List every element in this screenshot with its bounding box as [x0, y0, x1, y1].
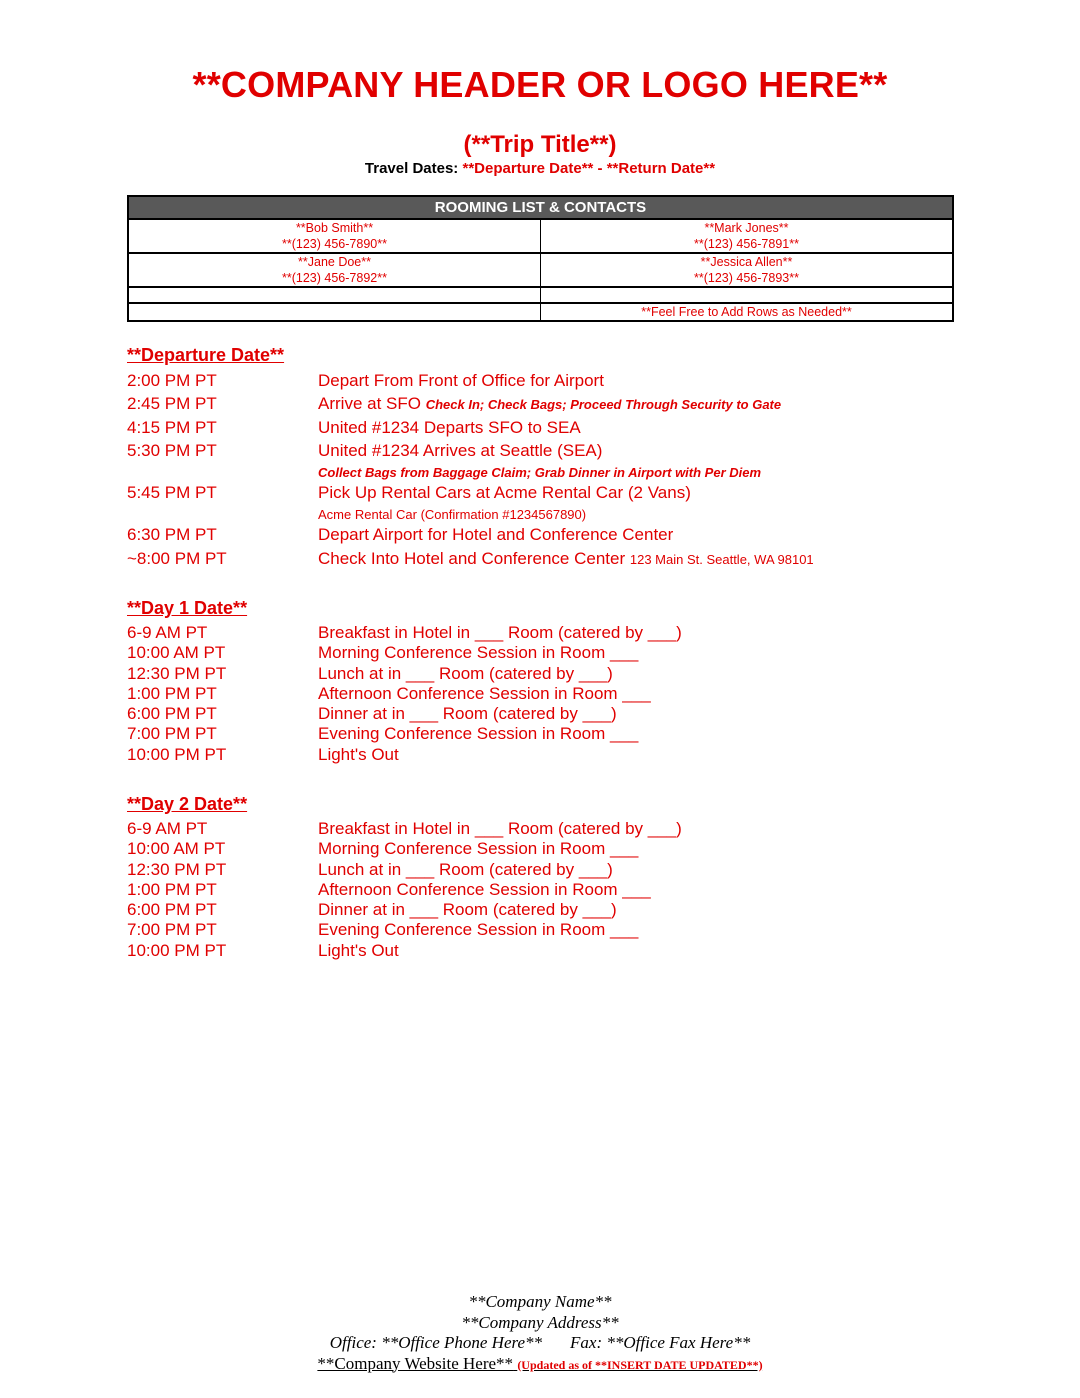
footer-fax: Fax: **Office Fax Here**	[570, 1333, 751, 1352]
contact-cell	[128, 253, 541, 287]
trip-title: (**Trip Title**)	[463, 131, 617, 158]
footer	[0, 1292, 1080, 1375]
contact-name: **Jane Doe**	[298, 255, 371, 269]
schedule-time: 2:45 PM PT	[127, 394, 217, 413]
schedule-desc: Depart Airport for Hotel and Conference Center	[318, 525, 674, 544]
empty-cell	[128, 303, 541, 321]
schedule-time: 6:30 PM PT	[127, 525, 217, 544]
schedule-desc: Evening Conference Session in Room ___	[318, 920, 639, 939]
schedule-desc: Breakfast in Hotel in ___ Room (catered by ___)	[318, 819, 682, 838]
footer-company-name: **Company Name**	[468, 1292, 612, 1311]
schedule-time: 5:30 PM PT	[127, 441, 217, 460]
contact-phone: **(123) 456-7893**	[694, 271, 799, 285]
schedule-time: 6-9 AM PT	[127, 623, 208, 642]
rooming-table-title: ROOMING LIST & CONTACTS	[128, 196, 953, 219]
schedule-desc	[318, 549, 814, 569]
table-row	[128, 287, 953, 303]
schedule-time: 12:30 PM PT	[127, 664, 227, 683]
schedule-time: 10:00 AM PT	[127, 839, 226, 858]
schedule-subnote: Acme Rental Car (Confirmation #1234567890)	[318, 507, 587, 522]
hotel-address: 123 Main St. Seattle, WA 98101	[629, 552, 814, 567]
schedule-desc: Depart From Front of Office for Airport	[318, 371, 604, 390]
schedule-time: ~8:00 PM PT	[127, 549, 227, 568]
schedule-desc: Morning Conference Session in Room ___	[318, 839, 639, 858]
footer-contact-line	[0, 1333, 1080, 1354]
footer-company-address: **Company Address**	[461, 1312, 619, 1332]
schedule-desc: Light's Out	[318, 941, 399, 960]
table-row	[128, 253, 953, 287]
schedule-desc: Afternoon Conference Session in Room ___	[318, 880, 651, 899]
schedule-time: 12:30 PM PT	[127, 860, 227, 879]
schedule-time: 7:00 PM PT	[127, 920, 217, 939]
section-heading-day2: **Day 2 Date**	[127, 794, 248, 814]
schedule-time: 6-9 AM PT	[127, 819, 208, 838]
rooming-table	[127, 195, 954, 322]
contact-name: **Bob Smith**	[295, 221, 374, 235]
table-row	[128, 219, 953, 253]
empty-cell	[541, 287, 954, 303]
schedule-desc: Pick Up Rental Cars at Acme Rental Car (2 Vans)	[318, 483, 691, 502]
add-rows-note: **Feel Free to Add Rows as Needed**	[541, 303, 954, 321]
schedule-time: 5:45 PM PT	[127, 483, 217, 502]
schedule-time: 1:00 PM PT	[127, 684, 217, 703]
schedule-desc: Lunch at in ___ Room (catered by ___)	[318, 664, 613, 683]
company-header: **COMPANY HEADER OR LOGO HERE**	[192, 64, 888, 105]
schedule-desc: Morning Conference Session in Room ___	[318, 643, 639, 662]
schedule-desc-text: Arrive at SFO	[318, 394, 421, 413]
schedule-desc: Afternoon Conference Session in Room ___	[318, 684, 651, 703]
table-row	[128, 303, 953, 321]
schedule-time: 6:00 PM PT	[127, 704, 217, 723]
schedule-time: 10:00 AM PT	[127, 643, 226, 662]
travel-dates-value: **Departure Date** - **Return Date**	[462, 160, 716, 177]
schedule-desc: United #1234 Arrives at Seattle (SEA)	[318, 441, 603, 460]
contact-cell	[541, 219, 954, 253]
schedule-time: 10:00 PM PT	[127, 941, 227, 960]
schedule-time: 2:00 PM PT	[127, 371, 217, 390]
schedule-time: 6:00 PM PT	[127, 900, 217, 919]
section-heading-day1: **Day 1 Date**	[127, 598, 248, 618]
footer-website-line	[0, 1354, 1080, 1376]
schedule-note: Check In; Check Bags; Proceed Through Security to Gate	[425, 397, 782, 412]
schedule-desc: United #1234 Departs SFO to SEA	[318, 418, 581, 437]
schedule-desc: Dinner at in ___ Room (catered by ___)	[318, 900, 617, 919]
contact-name: **Mark Jones**	[704, 221, 789, 235]
schedule-time: 7:00 PM PT	[127, 724, 217, 743]
schedule-desc: Evening Conference Session in Room ___	[318, 724, 639, 743]
schedule-time: 10:00 PM PT	[127, 745, 227, 764]
footer-updated-note: (Updated as of **INSERT DATE UPDATED**)	[517, 1357, 763, 1372]
travel-dates-label: Travel Dates:	[364, 160, 459, 177]
schedule-desc: Light's Out	[318, 745, 399, 764]
contact-phone: **(123) 456-7890**	[282, 237, 387, 251]
contact-cell	[128, 219, 541, 253]
contact-phone: **(123) 456-7891**	[694, 237, 799, 251]
schedule-desc	[318, 394, 781, 414]
schedule-desc: Dinner at in ___ Room (catered by ___)	[318, 704, 617, 723]
schedule-desc: Lunch at in ___ Room (catered by ___)	[318, 860, 613, 879]
section-heading-departure: **Departure Date**	[127, 345, 285, 365]
footer-office-phone: Office: **Office Phone Here**	[329, 1333, 543, 1352]
schedule-desc-text: Check Into Hotel and Conference Center	[318, 549, 626, 568]
schedule-time: 4:15 PM PT	[127, 418, 217, 437]
contact-name: **Jessica Allen**	[700, 255, 793, 269]
empty-cell	[128, 287, 541, 303]
footer-website[interactable]: **Company Website Here**	[317, 1353, 514, 1373]
contact-cell	[541, 253, 954, 287]
travel-dates	[0, 160, 1080, 177]
contact-phone: **(123) 456-7892**	[282, 271, 387, 285]
schedule-subnote: Collect Bags from Baggage Claim; Grab Dinner in Airport with Per Diem	[318, 465, 762, 480]
schedule-time: 1:00 PM PT	[127, 880, 217, 899]
schedule-desc: Breakfast in Hotel in ___ Room (catered by ___)	[318, 623, 682, 642]
